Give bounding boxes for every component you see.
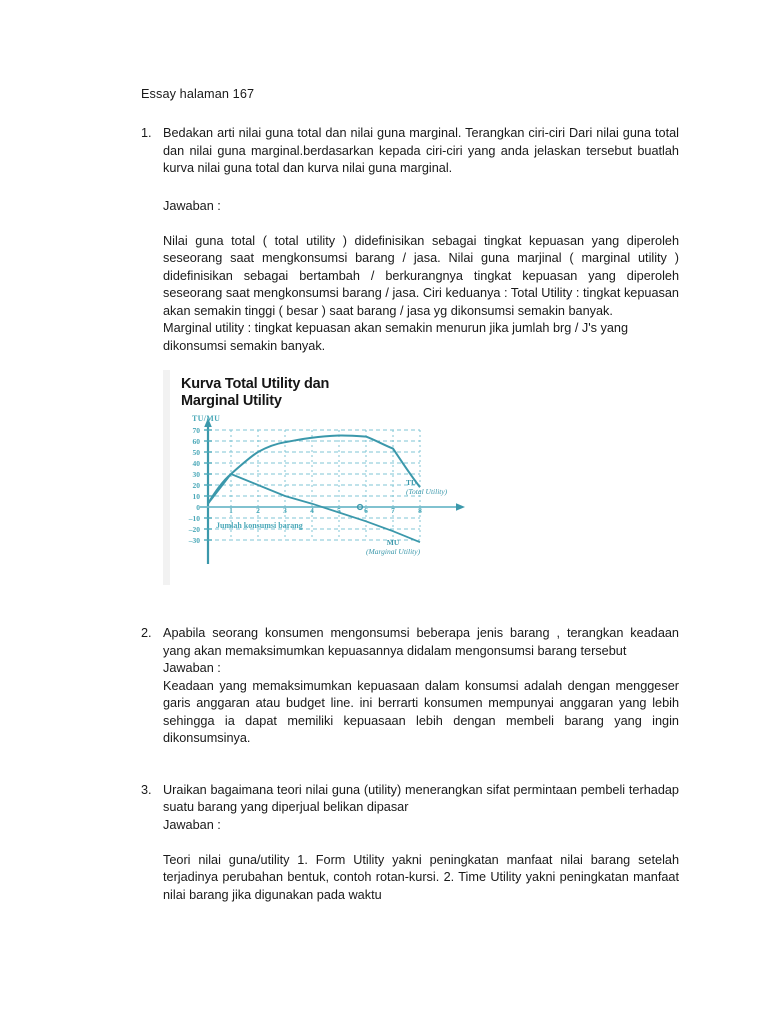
- question-number-1: 1.: [141, 126, 152, 140]
- document-content: [141, 86, 679, 904]
- chart-ytick-60: 60: [192, 437, 200, 446]
- question-number-3: 3.: [141, 782, 152, 797]
- chart-ytick-10: 10: [192, 492, 200, 501]
- chart-ytick-neg10: –10: [188, 514, 200, 523]
- chart-x-axis-label: Jumlah konsumsi barang: [216, 521, 303, 530]
- answer-block-1: [141, 198, 679, 356]
- chart-xtick-7: 7: [391, 506, 395, 515]
- answer-paragraph-2-1: Keadaan yang memaksimumkan kepuasaan dalam konsumsi adalah dengan menggeser garis anggaran atau budget line. ini berrarti konsumen mempunyai anggaran yang lebih sehingga ia dapat memiliki kepuasaan lebih dengan membeli barang yang ingin dikonsumsinya.: [163, 678, 679, 745]
- chart-legend-tu: [406, 478, 447, 496]
- chart-xtick-1: 1: [229, 506, 233, 515]
- answer-paragraph-1-1: Nilai guna total ( total utility ) didefinisikan sebagai tingkat kepuasan yang diperoleh seseorang saat mengkonsumsi barang / jasa. Nilai guna marjinal ( marginal utility ) didefinisikan sebagai bertambah / berkurangnya tingkat kepuasan yang diperoleh seseorang saat mengkonsumsi barang / jasa. Ciri keduanya : Total Utility : tingkat kepuasan akan semakin tinggi ( besar ) saat barang / jasa yg dikonsumsi semakin banyak.: [163, 233, 679, 318]
- chart-xtick-3: 3: [283, 506, 287, 515]
- chart-legend-tu-sublabel: (Total Utility): [406, 487, 448, 496]
- chart-xtick-5: 5: [337, 506, 341, 515]
- chart-plot-svg: [170, 414, 475, 585]
- chart-series-mu-line: [208, 474, 420, 542]
- chart-ytick-30: 30: [192, 470, 200, 479]
- answer-paragraph-1-2: Marginal utility : tingkat kepuasan akan semakin menurun jika jumlah brg / J's yang dikonsumsi semakin banyak.: [163, 321, 629, 353]
- chart-title: [181, 376, 461, 410]
- chart-xtick-2: 2: [256, 506, 260, 515]
- chart-ytick-70: 70: [192, 426, 200, 435]
- chart-ytick-20: 20: [192, 481, 200, 490]
- chart-xtick-8: 8: [418, 506, 422, 515]
- chart-legend-tu-label: TU: [406, 478, 417, 487]
- question-prompt-3: Uraikan bagaimana teori nilai guna (utility) menerangkan sifat permintaan pembeli terhadap suatu barang yang diperjual belikan dipasar: [163, 782, 679, 814]
- question-item-2: [141, 625, 679, 748]
- answer-paragraph-3-1: Teori nilai guna/utility 1. Form Utility yakni peningkatan manfaat nilai barang setelah terjadinya perubahan bentuk, contoh rotan-kursi. 2. Time Utility yakni peningkatan manfaat nilai barang jika digunakan pada waktu: [163, 852, 679, 902]
- chart-series-tu-line: [208, 435, 420, 503]
- chart-canvas: [170, 414, 475, 585]
- chart-x-axis-arrow: [456, 503, 465, 511]
- chart-xtick-6: 6: [364, 506, 368, 515]
- utility-curve-figure: [163, 370, 475, 585]
- question-prompt-1: Bedakan arti nilai guna total dan nilai guna marginal. Terangkan ciri-ciri Dari nilai guna total dan nilai guna marginal.berdasarkan kepada ciri-ciri yang anda jelaskan tersebut buatlah kurva nilai guna total dan kurva nilai guna marginal.: [163, 126, 679, 175]
- chart-legend-mu-sublabel: (Marginal Utility): [366, 547, 421, 556]
- question-prompt-2: Apabila seorang konsumen mengonsumsi beberapa jenis barang , terangkan keadaan yang akan memaksimumkan kepuasannya didalam mengonsumsi barang tersebut: [163, 626, 679, 658]
- question-number-2: 2.: [141, 626, 152, 640]
- chart-ytick-40: 40: [192, 459, 200, 468]
- chart-xtick-4: 4: [310, 506, 314, 515]
- answer-label-2: Jawaban :: [163, 661, 221, 675]
- chart-legend-mu: [366, 538, 420, 556]
- page-title: Essay halaman 167: [141, 87, 255, 101]
- chart-ytick-0: 0: [196, 503, 200, 512]
- chart-title-line2: Marginal Utility: [181, 393, 282, 409]
- chart-legend-mu-label: MU: [386, 538, 400, 547]
- figure-left-strip: [163, 370, 170, 585]
- answer-label-1: Jawaban :: [163, 198, 221, 213]
- chart-ytick-neg20: –20: [188, 525, 200, 534]
- chart-ytick-50: 50: [192, 448, 200, 457]
- chart-y-axis-label: TU/MU: [192, 414, 221, 423]
- chart-title-line1: Kurva Total Utility dan: [181, 376, 330, 392]
- chart-ytick-neg30: –30: [188, 536, 200, 545]
- question-item-1: [141, 125, 679, 178]
- answer-label-3: Jawaban :: [163, 817, 221, 832]
- question-item-3: [141, 782, 679, 905]
